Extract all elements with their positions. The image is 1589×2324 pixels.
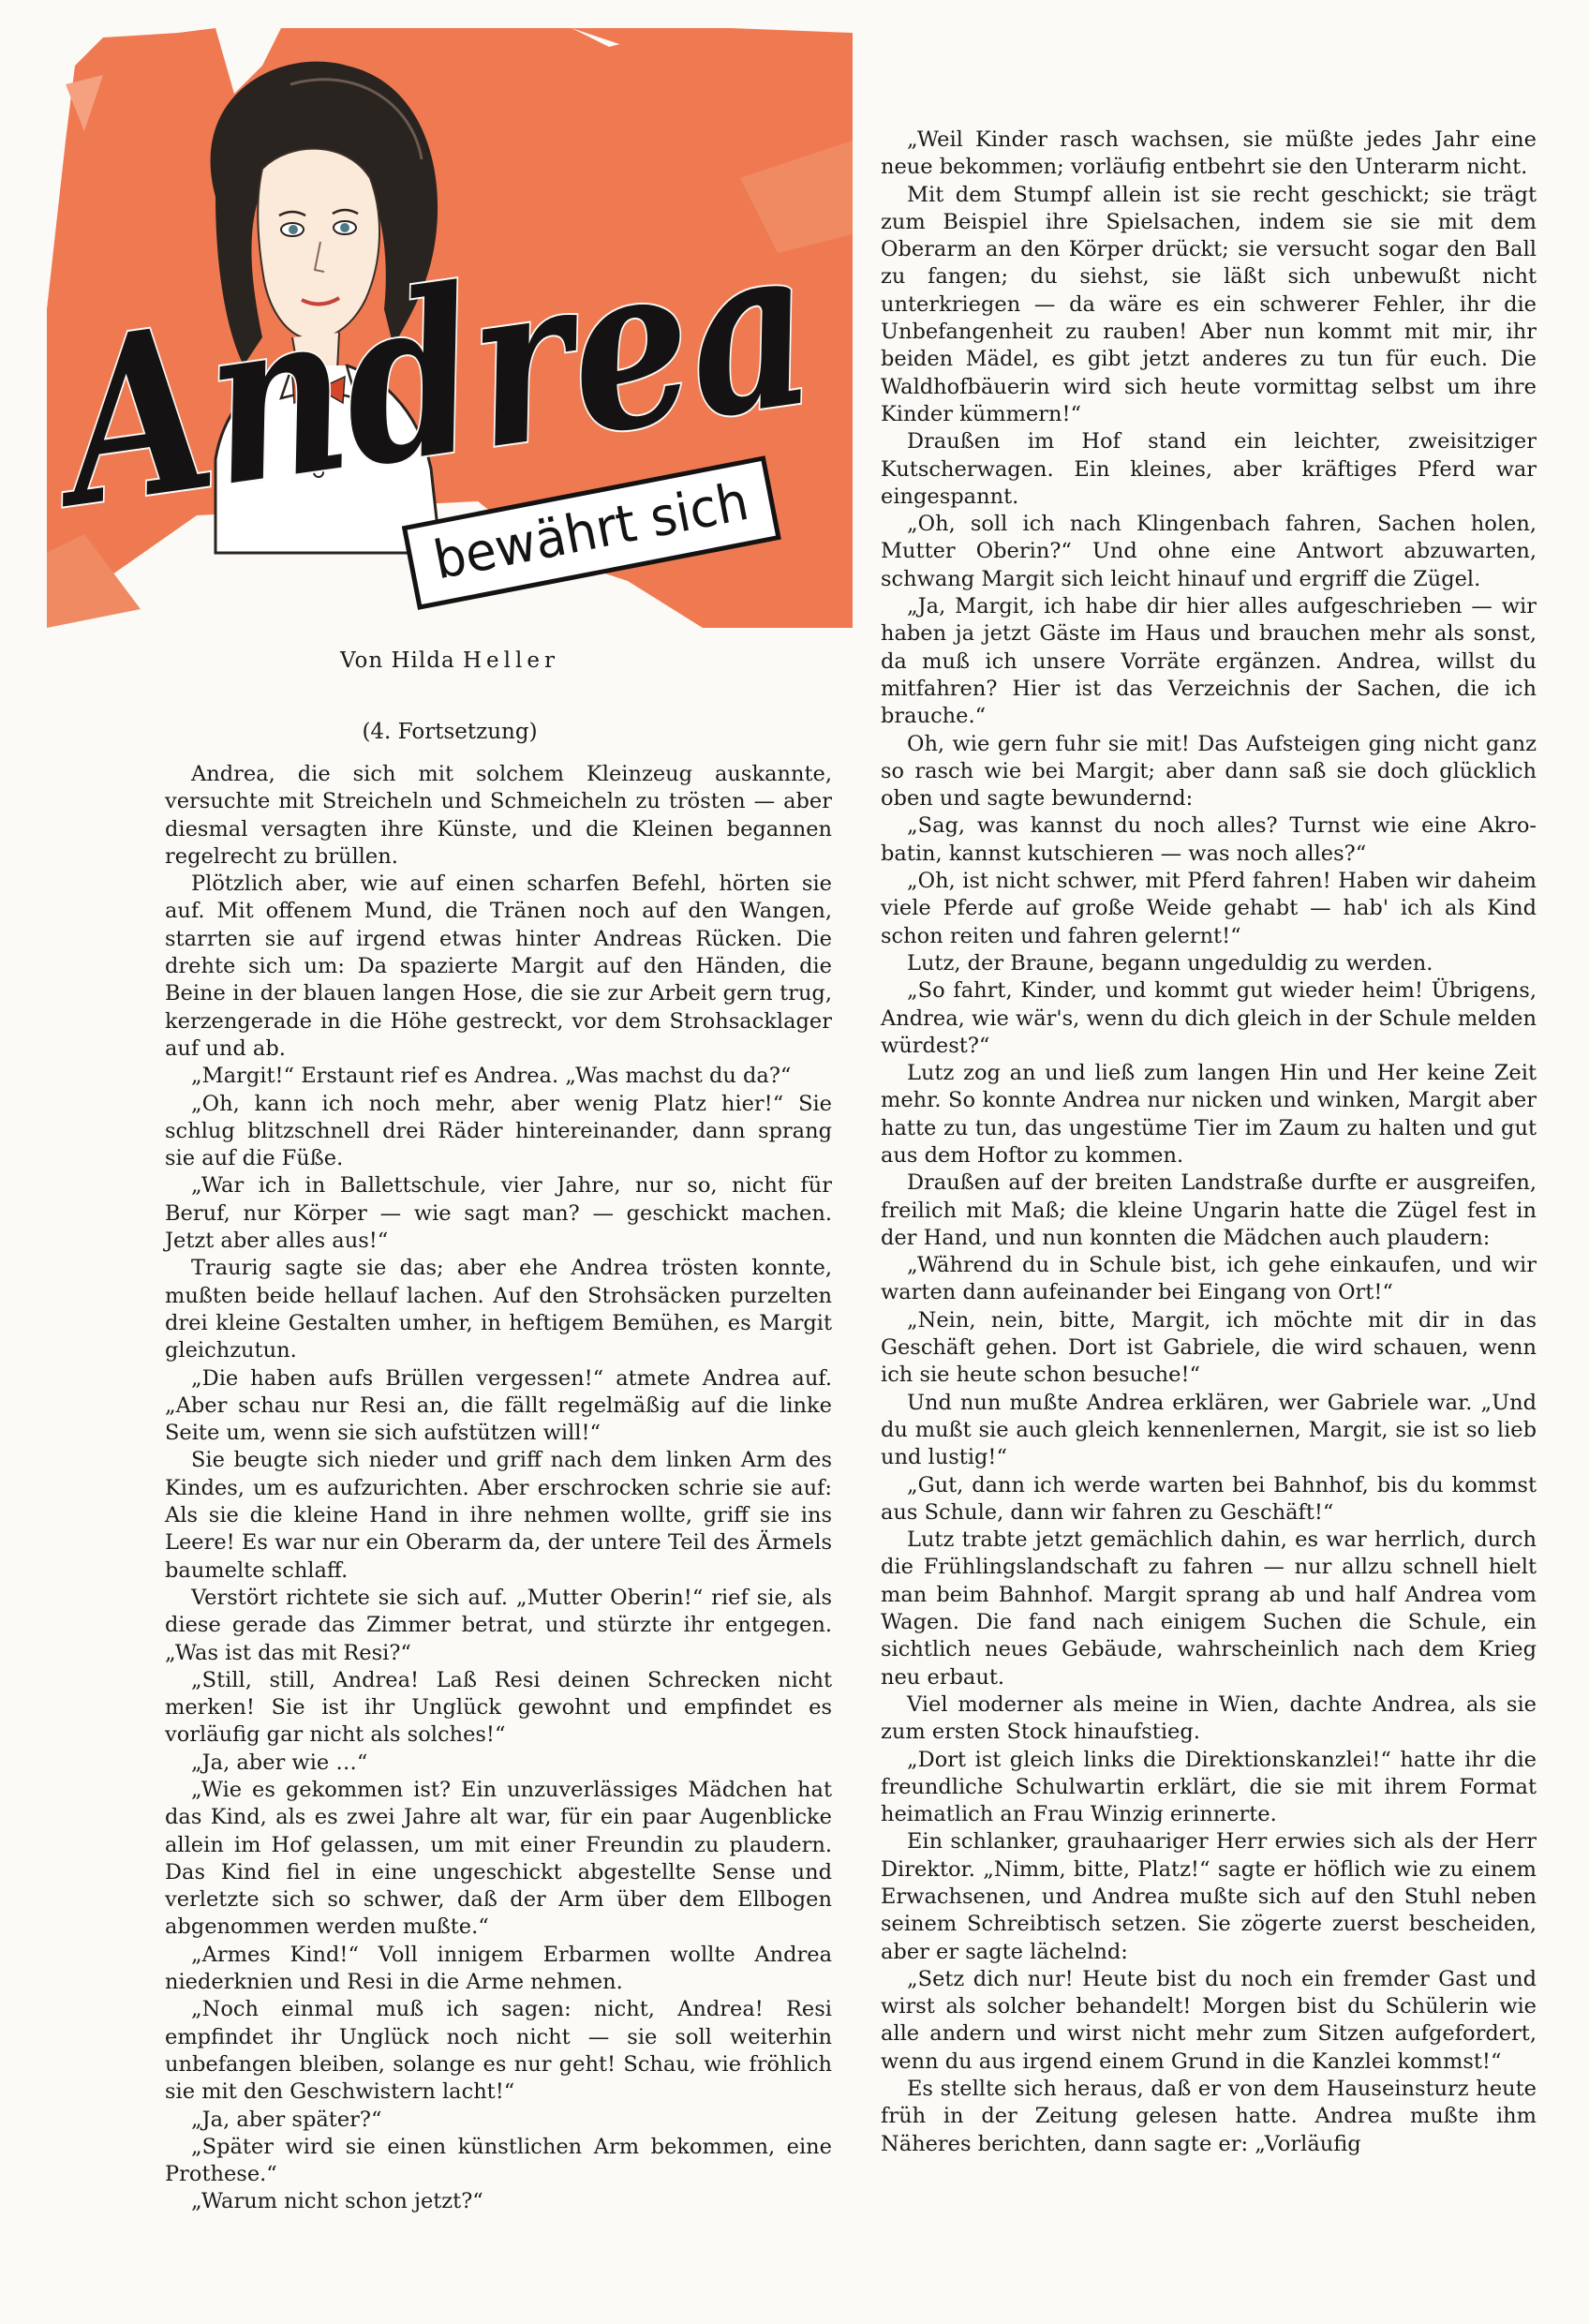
paragraph: „Dort ist gleich links die Direktionskanzlei!“ hatte ihr die freundliche Schulwartin erklärt, die sie mit ihrem Format heimatlich an Frau Winzig erinnerte. bbox=[881, 1747, 1537, 1827]
paragraph: Und nun mußte Andrea erklären, wer Gabriele war. „Und du mußt sie auch gleich kennenlernen, Margit, sie ist so lieb und lustig!“ bbox=[881, 1390, 1537, 1470]
paragraph: „Ja, aber wie …“ bbox=[191, 1750, 368, 1775]
subtitle-text: bewährt sich bbox=[428, 468, 772, 592]
paragraph: „So fahrt, Kinder, und kommt gut wieder heim! Übrigens, Andrea, wie wär's, wenn du dich gleich in der Schule melden würdest?“ bbox=[881, 978, 1537, 1058]
paragraph: „Warum nicht schon jetzt?“ bbox=[191, 2189, 483, 2214]
paragraph: „War ich in Ballettschule, vier Jahre, nur so, nicht für Beruf, nur Körper — wie sagt man? — geschickt machen. Jetzt aber alles aus!“ bbox=[165, 1173, 832, 1254]
paragraph: „Die haben aufs Brüllen vergessen!“ atmete Andrea auf. „Aber schau nur Resi an, die fällt regelmäßig auf die linke Seite um, wenn sie sich aufstützen will!“ bbox=[165, 1365, 832, 1446]
paragraph: „Armes Kind!“ Voll innigem Erbarmen wollte Andrea niederknien und Resi in die Arme nehmen. bbox=[165, 1942, 832, 1995]
left-column bbox=[165, 761, 832, 2216]
paragraph: Draußen auf der breiten Landstraße durfte er ausgreifen, freilich mit Maß; die kleine Ungarin hatte die Zügel fest in der Hand, und nun konnten die Mädchen auch plaudern: bbox=[881, 1170, 1537, 1250]
paragraph: Viel moderner als meine in Wien, dachte Andrea, als sie zum ersten Stock hinaufstieg. bbox=[881, 1691, 1537, 1745]
paragraph: Es stellte sich heraus, daß er von dem Hauseinsturz heute früh in der Zeitung gelesen hatte. Andrea mußte ihm Näheres berichten, dann sagte er: „Vorläufig bbox=[881, 2077, 1537, 2156]
title-script: Andrea bbox=[48, 170, 862, 558]
paragraph: „Margit!“ Erstaunt rief es Andrea. „Was machst du da?“ bbox=[191, 1064, 792, 1089]
paragraph: Oh, wie gern fuhr sie mit! Das Aufsteigen ging nicht ganz so rasch wie bei Margit; aber dann saß sie doch glücklich oben und sagte bewundernd: bbox=[881, 731, 1537, 812]
header-illustration bbox=[47, 28, 862, 647]
paragraph: Traurig sagte sie das; aber ehe Andrea trösten konnte, mußten beide hellauf lachen. Auf den Strohsäcken purzelten drei kleine Gestalten umher, in heftigem Bemühen, es Margit gleichzutun. bbox=[165, 1256, 832, 1363]
paragraph: „Weil Kinder rasch wachsen, sie müßte jedes Jahr eine neue bekommen; vorläufig entbehrt sie den Unterarm nicht. bbox=[881, 127, 1537, 180]
paragraph: Draußen im Hof stand ein leichter, zweisitziger Kutscherwagen. Ein kleines, aber kräftiges Pferd war eingespannt. bbox=[881, 429, 1537, 509]
right-column bbox=[881, 127, 1537, 2158]
byline-prefix: Von Hilda bbox=[340, 648, 455, 673]
paragraph: Mit dem Stumpf allein ist sie recht geschickt; sie trägt zum Beispiel ihre Spielsachen, indem sie sie mit dem Oberarm an den Körper drückt; sie versucht sogar den Ball zu fangen; du siehst, sie läßt sich unbewußt nicht unterkriegen — da wäre es ein schwerer Fehler, ihr die Unbefangenheit zu rauben! Aber nun kommt mit mir, ihr beiden Mädel, es gibt jetzt anderes zu tun für euch. Die Waldhofbäuerin wird sich heute vormittag selbst um ihre Kinder kümmern!“ bbox=[881, 182, 1537, 426]
paragraph: Sie beugte sich nieder und griff nach dem linken Arm des Kindes, um es aufzurichten. Aber erschrocken schrie sie auf: Als sie die kleine Hand in ihre nehmen wollte, griff sie ins Leere! Es war nur ein Oberarm da, der untere Teil des Ärmels baumelte schlaff. bbox=[165, 1448, 832, 1583]
paragraph: „Oh, soll ich nach Klingenbach fahren, Sachen holen, Mutter Oberin?“ Und ohne eine Antwort abzuwarten, schwang Margit sich leicht hinauf und ergriff die Zügel. bbox=[881, 512, 1537, 591]
paragraph: Andrea, die sich mit solchem Kleinzeug auskannte, versuchte mit Streicheln und Schmeicheln zu trösten — aber diesmal versagten ihre Künste, und die Kleinen begannen regelrecht zu brüllen. bbox=[165, 762, 832, 869]
paragraph: Lutz zog an und ließ zum langen Hin und Her keine Zeit mehr. So konnte Andrea nur nicken und winken, Margit aber hatte zu tun, das ungestüme Tier im Zaum zu halten und gut aus dem Hoftor zu kommen. bbox=[881, 1061, 1537, 1168]
paragraph: „Sag, was kannst du noch alles? Turnst wie eine Akrobatin, kannst kutschieren — was noch alles?“ bbox=[881, 813, 1537, 866]
paragraph: „Wie es gekommen ist? Ein unzuverlässiges Mädchen hat das Kind, als es zwei Jahre alt war, für ein paar Augenblicke allein im Hof gelassen, um mit einer Freundin zu plaudern. Das Kind fiel in eine ungeschickt abgestellte Sense und verletzte sich so schwer, daß der Arm über dem Ellbogen abgenommen werden mußte.“ bbox=[165, 1777, 832, 1940]
installment-label: (4. Fortsetzung) bbox=[362, 720, 538, 744]
paragraph: „Nein, nein, bitte, Margit, ich möchte mit dir in das Geschäft gehen. Dort ist Gabriele, die wird schauen, wenn ich sie heute schon besuche!“ bbox=[881, 1307, 1537, 1388]
paragraph: „Oh, kann ich noch mehr, aber wenig Platz hier!“ Sie schlug blitzschnell drei Räder hintereinander, dann sprang sie auf die Füße. bbox=[165, 1091, 832, 1171]
paragraph: Lutz trabte jetzt gemächlich dahin, es war herrlich, durch die Frühlingslandschaft zu fahren — nur allzu schnell hielt man beim Bahnhof. Margit sprang ab und half Andrea vom Wagen. Die fand nach einigem Suchen die Schule, ein sichtlich neues Gebäude, wahrscheinlich nach dem Krieg neu erbaut. bbox=[881, 1527, 1537, 1690]
paragraph: „Ja, Margit, ich habe dir hier alles aufgeschrieben — wir haben ja jetzt Gäste im Haus und brauchen mehr als sonst, da muß ich unsere Vorräte ergänzen. Andrea, willst du mitfahren? Hier ist das Verzeichnis der Sachen, die ich brauche.“ bbox=[881, 594, 1537, 729]
byline-author: Heller bbox=[463, 648, 559, 673]
paragraph: „Still, still, Andrea! Laß Resi deinen Schrecken nicht merken! Sie ist ihr Unglück gewohnt und empfindet es vorläufig gar nicht als solches!“ bbox=[165, 1667, 832, 1748]
paragraph: „Während du in Schule bist, ich gehe einkaufen, und wir warten dann aufeinander bei Eingang von Ort!“ bbox=[881, 1253, 1537, 1305]
paragraph: „Ja, aber später?“ bbox=[191, 2107, 382, 2132]
title-artwork bbox=[47, 28, 862, 647]
paragraph: „Setz dich nur! Heute bist du noch ein fremder Gast und wirst als solcher behandelt! Morgen bist du Schülerin wie alle andern und wirst nicht mehr zum Sitzen aufgefordert, wenn du aus irgend einem Grund in die Kanzlei kommst!“ bbox=[881, 1966, 1537, 2074]
paragraph: Plötzlich aber, wie auf einen scharfen Befehl, hörten sie auf. Mit offenem Mund, die Tränen noch auf den Wangen, starrten sie auf irgend etwas hinter Andreas Rücken. Die drehte sich um: Da spazierte Margit auf den Händen, die Beine in der blauen langen Hose, die sie zur Arbeit gern trug, kerzengerade in die Höhe gestreckt, vor dem Strohsacklager auf und ab. bbox=[165, 872, 832, 1061]
paragraph: „Noch einmal muß ich sagen: nicht, Andrea! Resi empfindet ihr Unglück noch nicht — sie soll weiterhin unbefangen bleiben, solange es nur geht! Schau, wie fröhlich sie mit den Geschwistern lacht!“ bbox=[165, 1997, 832, 2105]
byline bbox=[47, 648, 853, 673]
paragraph: „Später wird sie einen künstlichen Arm bekommen, eine Prothese.“ bbox=[165, 2134, 832, 2187]
paragraph: „Oh, ist nicht schwer, mit Pferd fahren! Haben wir daheim viele Pferde auf große Weide gehabt — hab' ich als Kind schon reiten und fahren gelernt!“ bbox=[881, 869, 1537, 948]
paragraph: Lutz, der Braune, begann ungeduldig zu werden. bbox=[907, 950, 1433, 976]
paragraph: Ein schlanker, grauhaariger Herr erwies sich als der Herr Direktor. „Nimm, bitte, Platz!“ sagte er höflich wie zu einem Erwachsenen, und Andrea mußte sich auf den Stuhl neben seinem Schreibtisch setzen. Sie zögerte zuerst bescheiden, aber er sagte lächelnd: bbox=[881, 1829, 1537, 1964]
paragraph: „Gut, dann ich werde warten bei Bahnhof, bis du kommst aus Schule, dann wir fahren zu Geschäft!“ bbox=[881, 1472, 1537, 1525]
paragraph: Verstört richtete sie sich auf. „Mutter Oberin!“ rief sie, als diese gerade das Zimmer betrat, und stürzte ihr entgegen. „Was ist das mit Resi?“ bbox=[165, 1585, 832, 1665]
